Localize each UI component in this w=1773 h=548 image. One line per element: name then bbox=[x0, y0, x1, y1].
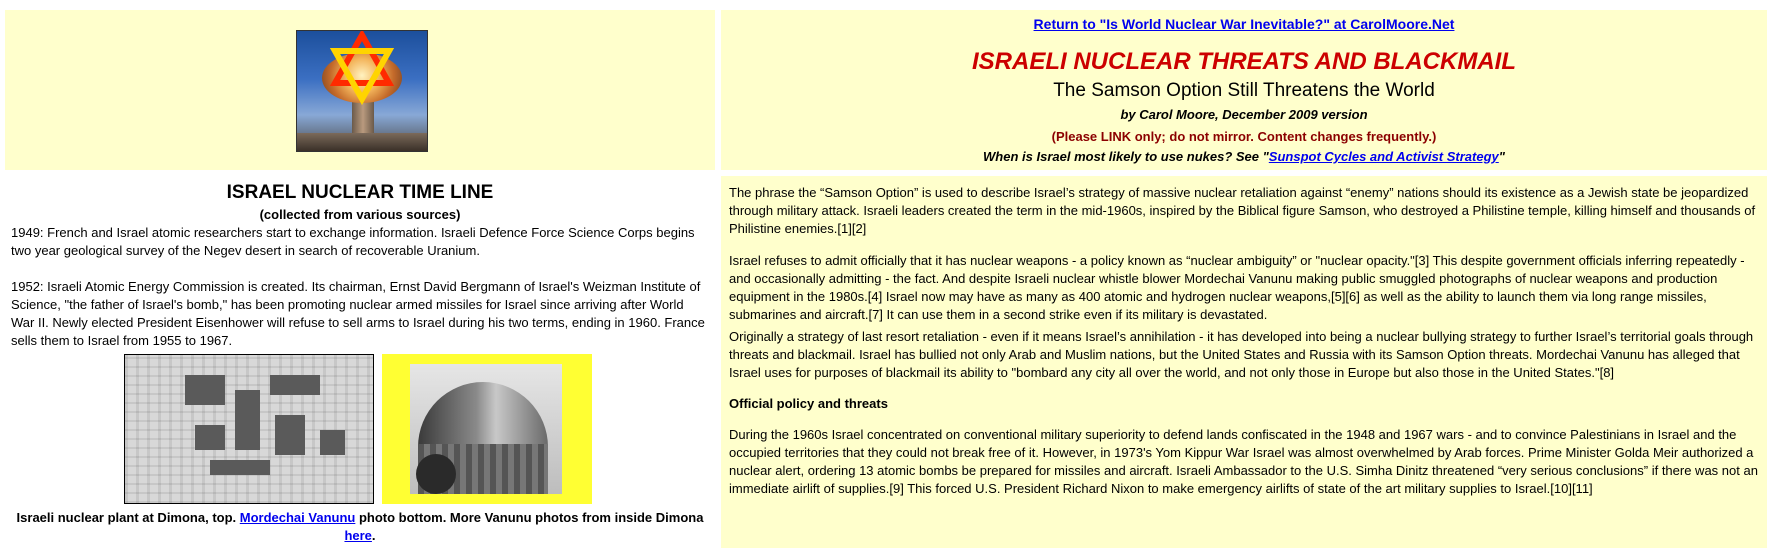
timeline-panel bbox=[5, 176, 715, 548]
header-panel bbox=[721, 10, 1767, 170]
section-heading: Official policy and threats bbox=[729, 396, 888, 411]
caption-text: photo bottom. More Vanunu photos from inside Dimona bbox=[355, 510, 704, 525]
question-prefix: When is Israel most likely to use nukes? See " bbox=[983, 149, 1269, 164]
dimona-aerial-photo bbox=[124, 354, 374, 504]
page-title: ISRAELI NUCLEAR THREATS AND BLACKMAIL bbox=[972, 48, 1516, 75]
article-paragraph: Originally a strategy of last resort retaliation - even if it means Israel’s annihilation - it has developed into being a nuclear bullying strategy to further Israel’s territorial goals through threats and blackmail. Israel has bullied not only Arab and Muslim nations, but the United States and Russia with its Samson Option threats. Mordechai Vanunu has alleged that Israel uses for purposes of blackmail its ability to "bombard any city all over the world, and not only those in Europe but also those in the United States."[8] bbox=[729, 329, 1754, 380]
return-link-wrap bbox=[721, 16, 1767, 32]
star-of-david-icon bbox=[297, 31, 427, 151]
photo-caption bbox=[5, 509, 715, 545]
page-subtitle: The Samson Option Still Threatens the World bbox=[1053, 80, 1435, 101]
caption-text: Israeli nuclear plant at Dimona, top. bbox=[16, 510, 240, 525]
timeline-title: ISRAEL NUCLEAR TIME LINE bbox=[226, 182, 494, 203]
question-line bbox=[721, 149, 1767, 164]
article-paragraph: Israel refuses to admit officially that it has nuclear weapons - a policy known as “nuclear ambiguity” or "nuclear opacity."[3] This despite government officials inferring repeatedly - and occasionally admitting - the fact. And despite Israeli nuclear whistle blower Mordechai Vanunu making public smuggled photographs of nuclear weapons and production equipment in the 1980s.[4] Israel now may have as many as 400 atomic and hydrogen nuclear weapons,[5][6] as well as the ability to launch them via long range missiles, submarines and aircraft.[7] It can use them in a second strike even if its military is devastated. bbox=[729, 253, 1745, 322]
dimona-dome-photo bbox=[382, 354, 592, 504]
article-panel bbox=[721, 176, 1767, 548]
logo-panel bbox=[5, 10, 715, 170]
vanunu-link[interactable]: Mordechai Vanunu bbox=[239, 510, 356, 525]
return-link[interactable]: Return to "Is World Nuclear War Inevitable?" at CarolMoore.Net bbox=[1033, 16, 1455, 32]
timeline-subtitle: (collected from various sources) bbox=[259, 207, 461, 222]
here-link[interactable]: here bbox=[344, 528, 372, 543]
article-paragraph: During the 1960s Israel concentrated on conventional military superiority to defend lands confiscated in the 1948 and 1967 wars - and to convince Palestinians in Israel and the occupied territories that they could not break free of it. However, in 1973's Yom Kippur War Israel was almost overwhelmed by Arab forces. Prime Minister Golda Meir authorized a nuclear alert, ordering 13 atomic bombs be prepared for missiles and aircraft. Israeli Ambassador to the U.S. Simha Dinitz threatened “very serious conclusions” if there was not an immediate airlift of supplies.[9] This forced U.S. President Richard Nixon to make emergency airlifts of state of the art military supplies to Israel.[10][11] bbox=[729, 427, 1758, 496]
timeline-entry: 1952: Israeli Atomic Energy Commission is created. Its chairman, Ernst David Bergmann of Israel's Weizman Institute of Science, "the father of Israel's bomb," has been promoting nuclear armed missiles for Israel since arriving after World War II. Newly elected President Eisenhower will refuse to sell arms to Israel during his two terms, ending in 1960. France sells them to Israel from 1955 to 1967. bbox=[11, 279, 705, 348]
article-paragraph: The phrase the “Samson Option” is used to describe Israel’s strategy of massive nuclear retaliation against “enemy” nations should its existence as a Jewish state be jeopardized through military attack. Israeli leaders created the term in the mid-1960s, inspired by the Biblical figure Samson, who destroyed a Philistine temple, killing himself and thousands of Philistine enemies.[1][2] bbox=[729, 185, 1756, 236]
caption-text: . bbox=[371, 528, 376, 543]
sunspot-link[interactable]: Sunspot Cycles and Activist Strategy bbox=[1268, 149, 1499, 164]
timeline-entry: 1949: French and Israel atomic researchers start to exchange information. Israeli Defence Force Science Corps begins two year geological survey of the Negev desert in search of recoverable Uranium. bbox=[11, 225, 695, 258]
byline: by Carol Moore, December 2009 version bbox=[1120, 107, 1368, 122]
star-of-david-mushroom-cloud-image bbox=[296, 30, 428, 152]
mirror-notice: (Please LINK only; do not mirror. Content changes frequently.) bbox=[1051, 129, 1437, 144]
question-suffix: " bbox=[1498, 149, 1505, 164]
